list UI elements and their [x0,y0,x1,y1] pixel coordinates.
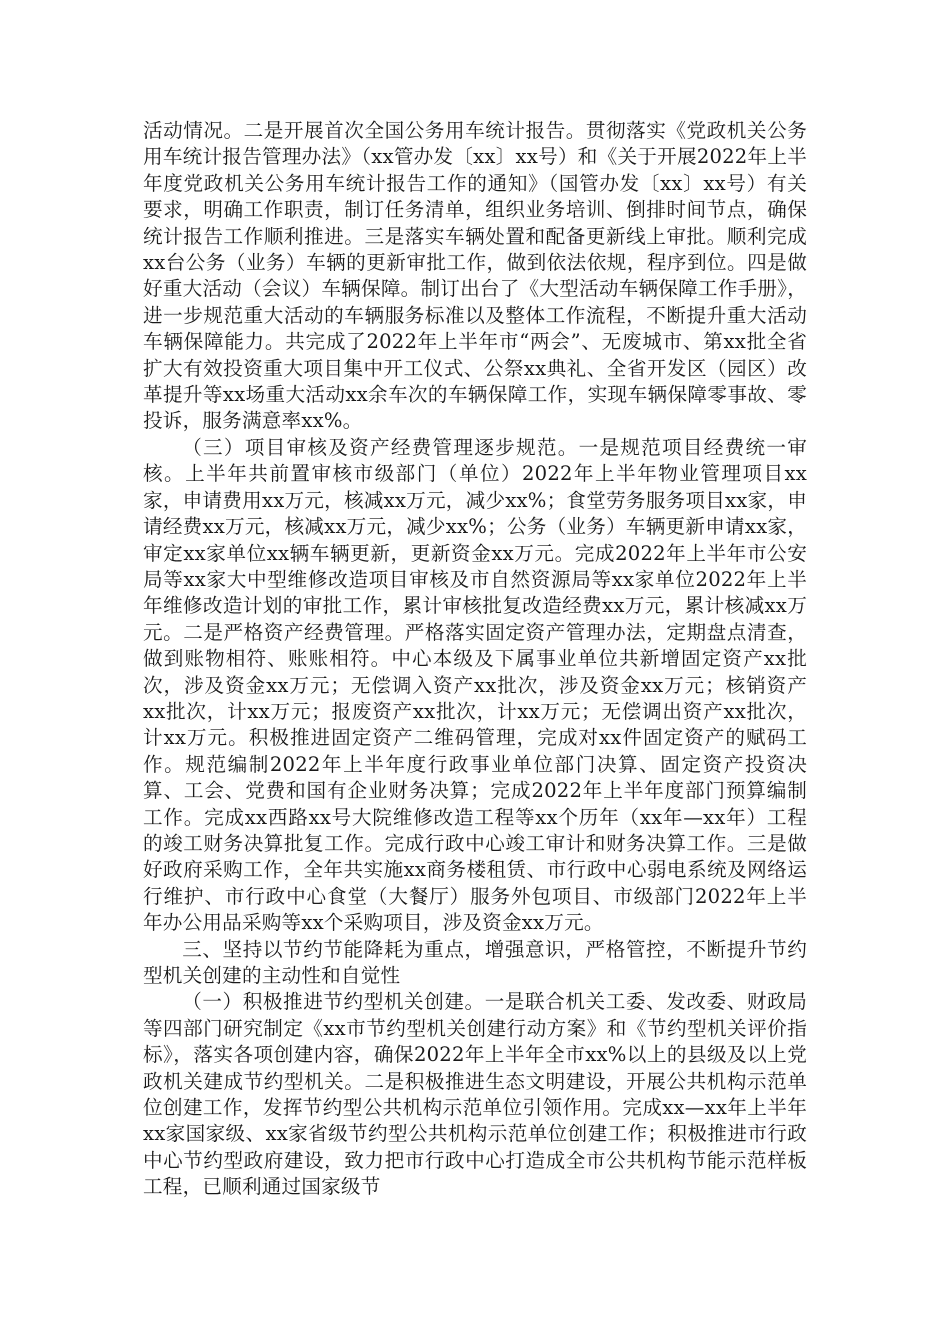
paragraph-vehicle-support: 活动情况。二是开展首次全国公务用车统计报告。贯彻落实《党政机关公务用车统计报告管理办法》（xx管办发〔xx〕xx号）和《关于开展2022年上半年度党政机关公务用车统计报告工作的通知》（国管办发〔xx〕xx号）有关要求，明确工作职责，制订任务清单，组织业务培训、倒排时间节点，确保统计报告工作顺利推进。三是落实车辆处置和配备更新线上审批。顺利完成xx台公务（业务）车辆的更新审批工作，做到依法依规，程序到位。四是做好重大活动（会议）车辆保障。制订出台了《大型活动车辆保障工作手册》，进一步规范重大活动的车辆服务标准以及整体工作流程，不断提升重大活动车辆保障能力。共完成了2022年上半年市“两会”、无废城市、第xx批全省扩大有效投资重大项目集中开工仪式、公祭xx典礼、全省开发区（园区）改革提升等xx场重大活动xx余车次的车辆保障工作，实现车辆保障零事故、零投诉，服务满意率xx%。 [143,119,807,433]
paragraph-project-review: （三）项目审核及资产经费管理逐步规范。一是规范项目经费统一审核。上半年共前置审核市级部门（单位）2022年上半年物业管理项目xx家，申请费用xx万元，核减xx万元，减少xx%；食堂劳务服务项目xx家，申请经费xx万元，核减xx万元，减少xx%；公务（业务）车辆更新申请xx家，审定xx家单位xx辆车辆更新，更新资金xx万元。完成2022年上半年市公安局等xx家大中型维修改造项目审核及市自然资源局等xx家单位2022年上半年维修改造计划的审批工作，累计审核批复改造经费xx万元，累计核减xx万元。二是严格资产经费管理。严格落实固定资产管理办法，定期盘点清查，做到账物相符、账账相符。中心本级及下属事业单位共新增固定资产xx批次，涉及资金xx万元；无偿调入资产xx批次，涉及资金xx万元；核销资产xx批次，计xx万元；报废资产xx批次，计xx万元；无偿调出资产xx批次，计xx万元。积极推进固定资产二维码管理，完成对xx件固定资产的赋码工作。规范编制2022年上半年度行政事业单位部门决算、固定资产投资决算、工会、党费和国有企业财务决算；完成2022年上半年度部门预算编制工作。完成xx西路xx号大院维修改造工程等xx个历年（xx年—xx年）工程的竣工财务决算批复工作。完成行政中心竣工审计和财务决算工作。三是做好政府采购工作，全年共实施xx商务楼租赁、市行政中心弱电系统及网络运行维护、市行政中心食堂（大餐厅）服务外包项目、市级部门2022年上半年办公用品采购等xx个采购项目，涉及资金xx万元。 [143,435,807,935]
document-body [143,118,807,1201]
paragraph-conservation-agency: （一）积极推进节约型机关创建。一是联合机关工委、发改委、财政局等四部门研究制定《xx市节约型机关创建行动方案》和《节约型机关评价指标》，落实各项创建内容，确保2022年上半年全市xx%以上的县级及以上党政机关建成节约型机关。二是积极推进生态文明建设，开展公共机构示范单位创建工作，发挥节约型公共机构示范单位引领作用。完成xx—xx年上半年xx家国家级、xx家省级节约型公共机构示范单位创建工作；积极推进市行政中心节约型政府建设，致力把市行政中心打造成全市公共机构节能示范样板工程，已顺利通过国家级节 [143,990,807,1199]
section-heading-energy-saving: 三、坚持以节约节能降耗为重点，增强意识，严格管控，不断提升节约型机关创建的主动性和自觉性 [143,937,807,987]
